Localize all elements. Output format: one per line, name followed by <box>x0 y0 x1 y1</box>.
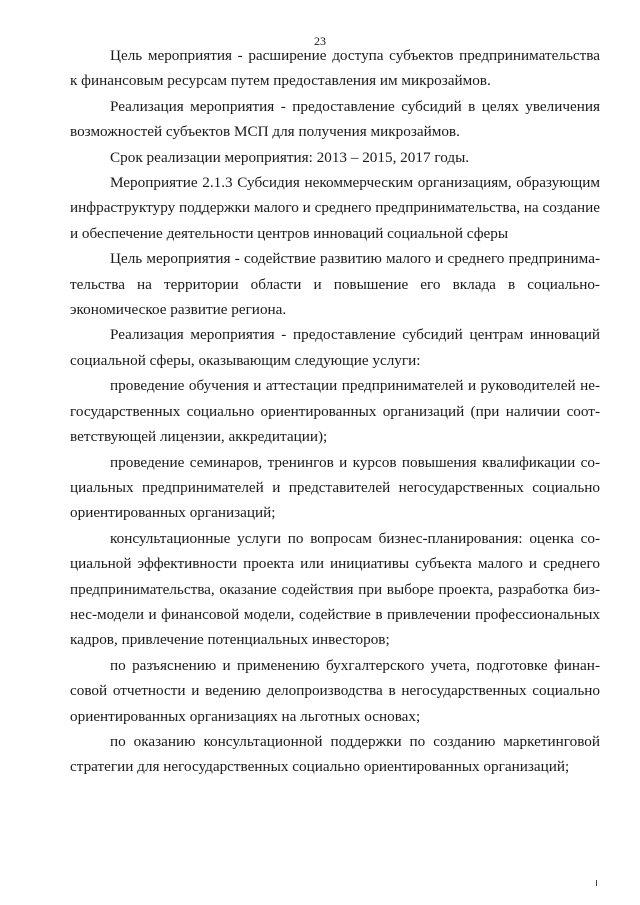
paragraph-measure-2-1-3: Мероприятие 2.1.3 Субсидия некоммерческим организациям, образующим инфраструктуру поддержки малого и среднего предпринимательства, на создание и обеспечение деятельности центров инноваций социальной сферы <box>70 174 600 242</box>
document-body <box>70 43 600 780</box>
list-item-training-certification: проведение обучения и аттестации предпринимателей и руководителей негосударственных социально ориентированных организаций (при наличии соответствующей лицензии, аккредитации); <box>70 377 600 446</box>
list-item-accounting-explanation: по разъяснению и применению бухгалтерского учета, подготовке финансовой отчетности и ведению делопроизводства в негосударственных социально ориентированных организациях на льготных основах; <box>70 656 600 725</box>
scan-edge-mark <box>596 880 597 886</box>
list-item-business-planning-consulting: консультационные услуги по вопросам бизнес-планирования: оценка социальной эффективности проекта или инициативы субъекта малого и среднего предпринимательства, оказание содействия при выборе проекта, разработка бизнес-модели и финансовой модели, содействие в привлечении профессиональных кадров, привлечение потенциальных инвесторов; <box>70 529 600 649</box>
paragraph-implementation-microloans: Реализация мероприятия - предоставление субсидий в целях увеличения возможностей субъектов МСП для получения микрозаймов. <box>70 97 600 141</box>
page-number: 23 <box>314 34 326 48</box>
paragraph-implementation-innovation-centers: Реализация мероприятия - предоставление субсидий центрам инноваций социальной сферы, оказывающим следующие услуги: <box>70 326 600 369</box>
paragraph-goal-microloans: Цель мероприятия - расширение доступа субъектов предпринимательства к финансовым ресурсам путем предоставления им микрозаймов. <box>70 47 600 90</box>
paragraph-goal-sme-development: Цель мероприятия - содействие развитию малого и среднего предпринимательства на территории области и повышение его вклада в социально-экономическое развитие региона. <box>70 250 600 319</box>
paragraph-implementation-period: Срок реализации мероприятия: 2013 – 2015, 2017 годы. <box>110 148 470 166</box>
list-item-marketing-strategy: по оказанию консультационной поддержки по созданию маркетинговой стратегии для негосударственных социально ориентированных организаций; <box>70 732 600 776</box>
list-item-seminars-trainings: проведение семинаров, тренингов и курсов повышения квалификации социальных предпринимателей и представителей негосударственных социально ориентированных организаций; <box>70 453 600 522</box>
